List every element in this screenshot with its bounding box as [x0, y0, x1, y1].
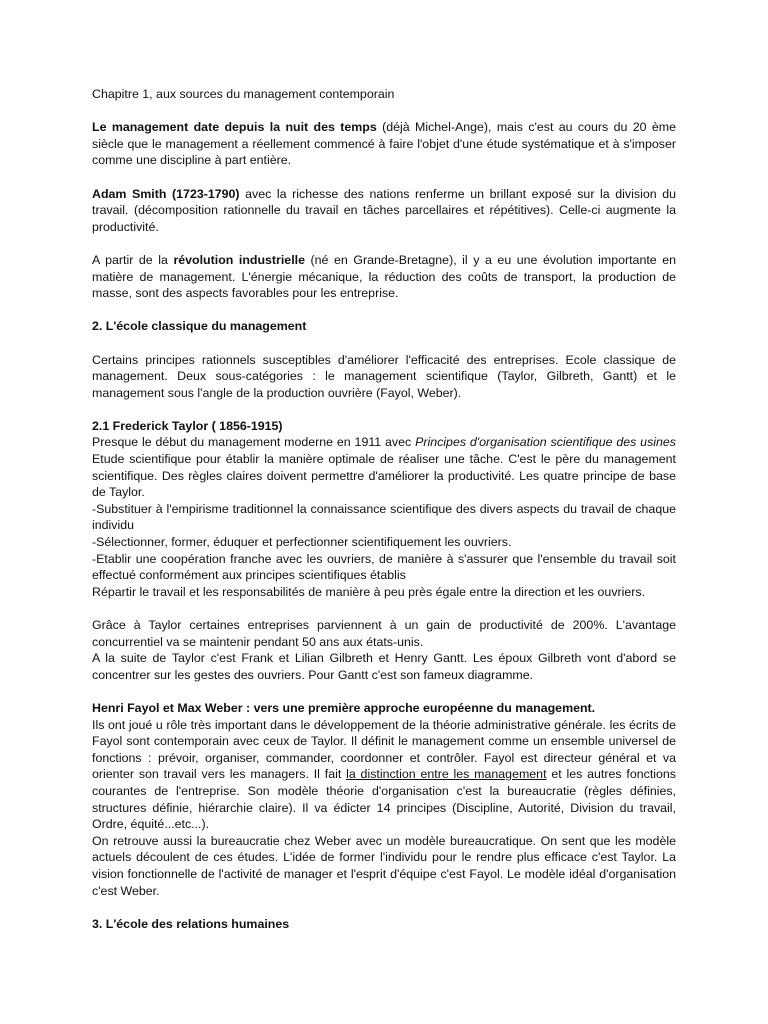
list-item: -Sélectionner, former, éduquer et perfectionner scientifiquement les ouvriers. [92, 535, 512, 550]
section-heading-fayol-weber: Henri Fayol et Max Weber : vers une première approche européenne du management. [92, 700, 596, 715]
paragraph-taylor-intro: Presque le début du management moderne en 1911 avec Principes d'organisation scientifique des usines Etude scientifique pour établir la manière optimale de réaliser une tâche. C'est le père du management scientifique. Des règles claires doivent permettre d'améliorer la productivité. Les quatre principe de base de Taylor. [92, 435, 676, 500]
paragraph-industrial-revolution: A partir de la révolution industrielle (né en Grande-Bretagne), il y a eu une évolution importante en matière de management. L'énergie mécanique, la réduction des coûts de transport, la production de masse, sont des aspects favorables pour les entreprise. [92, 252, 676, 301]
underlined-phrase: la distinction entre les management [346, 767, 547, 782]
paragraph-gilbreth-gantt: A la suite de Taylor c'est Frank et Lilian Gilbreth et Henry Gantt. Les époux Gilbreth vont d'abord se concentrer sur les gestes des ouvriers. Pour Gantt c'est son fameux diagramme. [92, 651, 676, 682]
paragraph-classical-principles: Certains principes rationnels susceptibles d'améliorer l'efficacité des entreprises. Ecole classique de management. Deux sous-catégories : le management scientifique (Taylor, Gilbreth, Gantt) et le management sous l'angle de la production ouvrière (Fayol, Weber). [92, 352, 676, 400]
paragraph-taylor-results: Grâce à Taylor certaines entreprises parviennent à un gain de productivité de 200%. L'avantage concurrentiel va se maintenir pendant 50 ans aux états-unis. [92, 618, 676, 649]
list-item: -Etablir une coopération franche avec les ouvriers, de manière à s'assurer que l'ensemble du travail soit effectué conformément aux principes scientifiques établis [92, 551, 676, 583]
section-heading-human-relations: 3. L'école des relations humaines [92, 916, 290, 931]
paragraph-weber: On retrouve aussi la bureaucratie chez Weber avec un modèle bureaucratique. On sent que les modèle actuels découlent de ces études. L'idée de former l'individu pour le rendre plus efficace c'est Taylor. La vision fonctionnelle de l'activité de manager et l'esprit d'équipe c'est Fayol. Le modèle idéal d'organisation c'est Weber. [92, 833, 676, 898]
bold-phrase: Le management date depuis la nuit des temps [92, 120, 377, 135]
chapter-title: Chapitre 1, aux sources du management contemporain [92, 87, 395, 101]
paragraph-management-origins: Le management date depuis la nuit des temps (déjà Michel-Ange), mais c'est au cours du 20 ème siècle que le management a réellement commencé à faire l'objet d'une étude systématique et à s'imposer comme une discipline à part entière. [92, 120, 676, 168]
bold-phrase: Adam Smith (1723-1790) [92, 186, 240, 201]
section-heading-taylor: 2.1 Frederick Taylor ( 1856-1915) [92, 418, 283, 433]
paragraph-adam-smith: Adam Smith (1723-1790) avec la richesse des nations renferme un brillant exposé sur la division du travail. (décomposition rationnelle du travail en tâches parcellaires et répétitives). Celle-ci augmente la productivité. [92, 186, 676, 234]
paragraph-fayol: Ils ont joué u rôle très important dans le développement de la théorie administrative générale. les écrits de Fayol sont contemporain avec ceux de Taylor. Il définit le management comme un ensemble universel de fonctions : prévoir, organiser, commander, coordonner et contrôler. Fayol est directeur général et va orienter son travail vers les managers. Il fait la distinction entre les management et les autres fonctions courantes de l'entreprise. Son modèle théorie d'organisation c'est la bureaucratie (règles définies, structures définie, hiérarchie claire). Il va édicter 14 principes (Discipline, Autorité, Division du travail, Ordre, équité...etc...). [92, 717, 676, 832]
section-heading-classical-school: 2. L'école classique du management [92, 319, 307, 334]
list-item: -Substituer à l'empirisme traditionnel la connaissance scientifique des divers aspects du travail de chaque individu [92, 501, 676, 533]
bold-phrase: révolution industrielle [173, 252, 305, 267]
list-item: Répartir le travail et les responsabilités de manière à peu près égale entre la direction et les ouvriers. [92, 584, 646, 599]
italic-book-title: Principes d'organisation scientifique des usines [415, 435, 676, 450]
